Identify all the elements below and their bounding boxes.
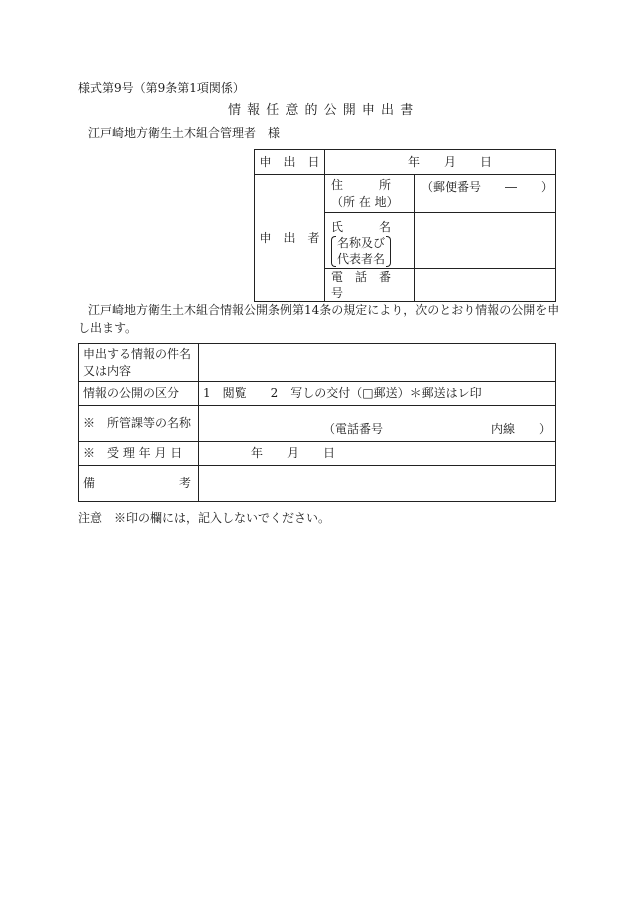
address-label: 住 所 （所 在 地） — [325, 175, 415, 213]
name-label: 氏 名 名称及び 代表者名 — [325, 213, 415, 269]
subject-field[interactable] — [199, 344, 556, 382]
date-field[interactable]: 年 月 日 — [325, 150, 556, 175]
category-field[interactable]: 1 閲覧 2 写しの交付（□郵送）＊郵送はレ印 — [199, 382, 556, 406]
department-label: ※ 所管課等の名称 — [79, 406, 199, 442]
body-text-line-2: し出ます。 — [78, 321, 138, 335]
remarks-label: 備 考 — [79, 466, 199, 502]
address-field[interactable]: （郵便番号 ― ） — [415, 175, 556, 213]
name-sub-bracket: 名称及び 代表者名 — [331, 235, 391, 267]
form-number: 様式第9号（第9条第1項関係） — [78, 81, 245, 95]
remarks-field[interactable] — [199, 466, 556, 502]
footnote: 注意 ※印の欄には，記入しないでください。 — [78, 511, 331, 525]
subject-label: 申出する情報の件名 又は内容 — [79, 344, 199, 382]
body-text-line-1: 江戸崎地方衛生土木組合情報公開条例第14条の規定により，次のとおり情報の公開を申 — [88, 303, 560, 317]
receipt-label: ※ 受 理 年 月 日 — [79, 442, 199, 466]
date-label: 申 出 日 — [255, 150, 325, 175]
phone-label: 電 話 番 号 — [325, 269, 415, 302]
receipt-field: 年 月 日 — [199, 442, 556, 466]
category-label: 情報の公開の区分 — [79, 382, 199, 406]
name-field[interactable] — [415, 213, 556, 269]
department-field: （電話番号 内線 ） — [199, 406, 556, 442]
applicant-label: 申 出 者 — [255, 175, 325, 302]
form-title: 情 報 任 意 的 公 開 申 出 書 — [228, 103, 415, 118]
request-table — [78, 343, 556, 502]
applicant-table — [254, 149, 556, 302]
phone-field[interactable] — [415, 269, 556, 302]
addressee: 江戸崎地方衛生土木組合管理者 様 — [88, 126, 281, 140]
